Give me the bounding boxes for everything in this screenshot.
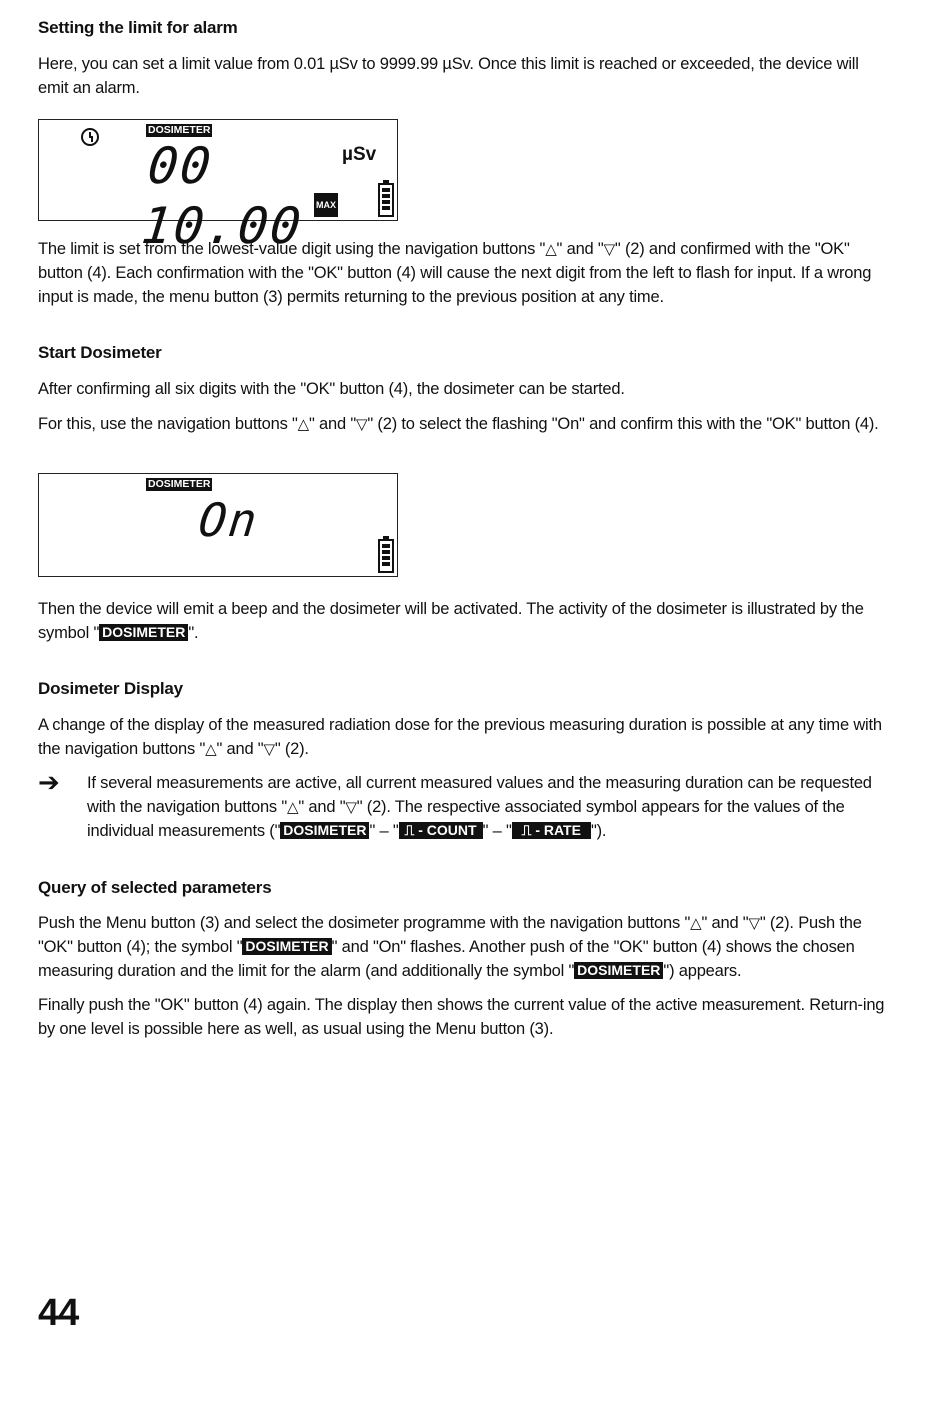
down-triangle-icon: ▽ — [356, 415, 368, 433]
count-symbol: ⎍ - COUNT — [399, 822, 483, 839]
up-triangle-icon: △ — [690, 914, 702, 932]
heading-dosimeter-display: Dosimeter Display — [38, 679, 183, 698]
dosimeter-symbol: DOSIMETER — [242, 938, 331, 955]
dosimeter-label: DOSIMETER — [148, 478, 211, 490]
dosimeter-symbol: DOSIMETER — [280, 822, 369, 839]
limit-instructions: The limit is set from the lowest-value digit using the navigation buttons "△" and "▽" (2) and confirmed with the "OK" button (4). Each confirmation with the "OK" button (4) will cause the next digit from the left to flash for input. If a wrong input is made, the menu button (3) permits returning to the previous position at any time. — [38, 240, 872, 306]
on-readout: On — [196, 493, 262, 547]
down-triangle-icon: ▽ — [263, 740, 275, 758]
lcd-display-limit — [38, 119, 398, 255]
limit-value-readout: 00 10.00 — [138, 137, 306, 255]
heading-query-parameters: Query of selected parameters — [38, 878, 272, 897]
intro-paragraph: Here, you can set a limit value from 0.01 µSv to 9999.99 µSv. Once this limit is reached or exceeded, the device will emit an alarm. — [38, 55, 859, 97]
up-triangle-icon: △ — [205, 740, 217, 758]
up-triangle-icon: △ — [287, 798, 299, 816]
down-triangle-icon: ▽ — [345, 798, 357, 816]
battery-icon — [378, 539, 394, 573]
display-paragraph: A change of the display of the measured radiation dose for the previous measuring duration is possible at any time with the navigation buttons "△" and "▽" (2). — [38, 716, 882, 758]
up-triangle-icon: △ — [297, 415, 310, 433]
page-number: 44 — [38, 1292, 79, 1334]
down-triangle-icon: ▽ — [603, 240, 615, 258]
arrow-right-icon: ➔ — [38, 768, 60, 798]
clock-icon — [81, 128, 99, 146]
heading-start-dosimeter: Start Dosimeter — [38, 343, 162, 362]
unit-label: µSv — [342, 144, 377, 165]
down-triangle-icon: ▽ — [748, 914, 760, 932]
activation-paragraph: Then the device will emit a beep and the dosimeter will be activated. The activity of the dosimeter is illustrated by the symbol " DOSIMETER ". — [38, 600, 864, 642]
note-paragraph: If several measurements are active, all current measured values and the measuring duration can be requested with the navigation buttons "△" and "▽" (2). The respective associated symbol appears for the values of the individual measurements (" DOSIMETER " – " ⎍ - COUNT " – " ⎍ - RATE "). — [87, 774, 872, 840]
query-paragraph-1: Push the Menu button (3) and select the dosimeter programme with the navigation buttons "△" and "▽" (2). Push the "OK" button (4); the symbol " DOSIMETER " and "On" flashes. Another push of the "OK" button (4) shows the chosen measuring duration and the limit for the alarm (and additionally the symbol " DOSIMETER ") appears. — [38, 914, 862, 980]
max-badge: MAX — [314, 193, 338, 217]
battery-icon — [378, 183, 394, 217]
start-paragraph-2: For this, use the navigation buttons "△" and "▽" (2) to select the flashing "On" and confirm this with the "OK" button (4). — [38, 415, 879, 433]
query-paragraph-2: Finally push the "OK" button (4) again. The display then shows the current value of the active measurement. Return-ing by one level is possible here as well, as usual using the Menu button (3). — [38, 996, 885, 1038]
start-paragraph-1: After confirming all six digits with the "OK" button (4), the dosimeter can be started. — [38, 380, 625, 398]
dosimeter-symbol: DOSIMETER — [574, 962, 663, 979]
heading-setting-limit: Setting the limit for alarm — [38, 18, 238, 37]
lcd-display-on — [38, 473, 398, 577]
rate-symbol: ⎍ - RATE — [512, 822, 591, 839]
dosimeter-label: DOSIMETER — [148, 124, 211, 136]
dosimeter-symbol: DOSIMETER — [99, 624, 188, 641]
up-triangle-icon: △ — [545, 240, 557, 258]
